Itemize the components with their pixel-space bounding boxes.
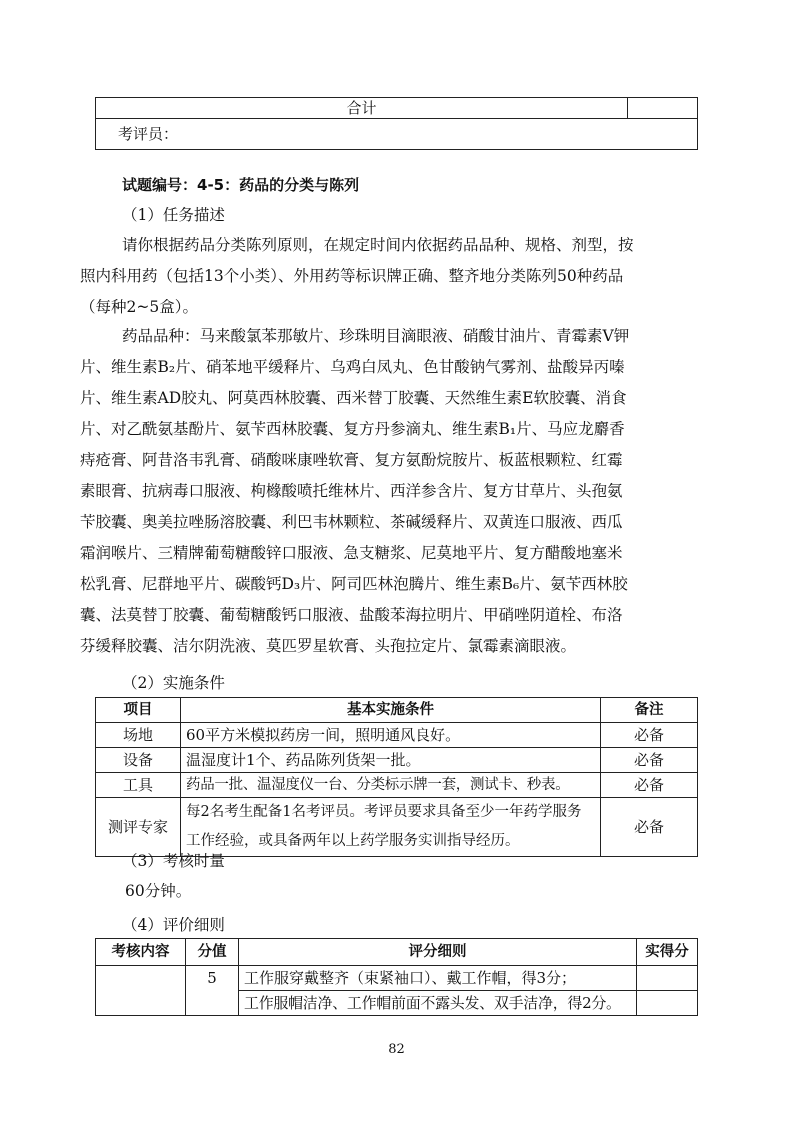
actual-score [637,991,698,1016]
scoring-table [95,938,698,1016]
table-row [96,966,698,991]
col-header: 分值 [186,939,239,966]
table-row [96,773,698,798]
conditions-table [95,697,698,857]
text-line: 请你根据药品分类陈列原则，在规定时间内依据药品品种、规格、剂型，按 [122,236,634,254]
section3-heading: （3）考核时量 [122,852,225,870]
text-line: （每种2~5盒）。 [80,298,198,316]
col-header: 实得分 [637,939,698,966]
actual-score [637,966,698,991]
page-number: 82 [388,1042,405,1057]
total-table [95,97,698,150]
table-row [96,798,698,857]
row-item: 工具 [96,773,181,798]
text-line: 松乳膏、尼群地平片、碳酸钙D₃片、阿司匹林泡腾片、维生素B₆片、氨苄西林胶 [80,575,628,593]
row-condition: 温湿度计1个、药品陈列货架一批。 [181,748,601,773]
time-limit: 60分钟。 [125,882,192,900]
text-line: 片、对乙酰氨基酚片、氨苄西林胶囊、复方丹参滴丸、维生素B₁片、马应龙麝香 [80,420,625,438]
row-condition: 每2名考生配备1名考评员。考评员要求具备至少一年药学服务工作经验，或具备两年以上药学服务实训指导经历。 [181,798,601,857]
text-line: 芬缓释胶囊、洁尔阴洗液、莫匹罗星软膏、头孢拉定片、氯霉素滴眼液。 [80,637,577,655]
text-line: 片、维生素B₂片、硝苯地平缓释片、乌鸡白凤丸、色甘酸钠气雾剂、盐酸异丙嗪 [80,358,625,376]
text-line: 素眼膏、抗病毒口服液、枸橼酸喷托维林片、西洋参含片、复方甘草片、头孢氨 [80,482,623,500]
section1-heading: （1）任务描述 [122,206,225,224]
total-label: 合计 [96,98,628,119]
score-value: 5 [186,966,239,1016]
text-line: 苄胶囊、奥美拉唑肠溶胶囊、利巴韦林颗粒、茶碱缓释片、双黄连口服液、西瓜 [80,513,623,531]
text-line: 药品品种：马来酸氯苯那敏片、珍珠明目滴眼液、硝酸甘油片、青霉素V钾 [122,327,630,345]
row-note: 必备 [601,798,698,857]
row-note: 必备 [601,723,698,748]
text-line: 霜润喉片、三精牌葡萄糖酸锌口服液、急支糖浆、尼莫地平片、复方醋酸地塞米 [80,544,623,562]
col-header: 基本实施条件 [181,698,601,723]
row-condition: 60平方米模拟药房一间，照明通风良好。 [181,723,601,748]
section2-heading: （2）实施条件 [122,674,225,692]
text-line: 痔疮膏、阿昔洛韦乳膏、硝酸咪康唑软膏、复方氨酚烷胺片、板蓝根颗粒、红霉 [80,451,623,469]
total-value [628,98,698,119]
col-header: 备注 [601,698,698,723]
col-header: 项目 [96,698,181,723]
task-title: 试题编号：4-5：药品的分类与陈列 [122,176,360,194]
row-item: 场地 [96,723,181,748]
table-row [96,748,698,773]
row-condition: 药品一批、温湿度仪一台、分类标示牌一套，测试卡、秒表。 [181,773,601,798]
content-cell [96,966,186,1016]
col-header: 考核内容 [96,939,186,966]
row-note: 必备 [601,773,698,798]
text-line: 囊、法莫替丁胶囊、葡萄糖酸钙口服液、盐酸苯海拉明片、甲硝唑阴道栓、布洛 [80,606,623,624]
row-note: 必备 [601,748,698,773]
row-item: 设备 [96,748,181,773]
col-header: 评分细则 [239,939,637,966]
rule-text: 工作服帽洁净、工作帽前面不露头发、双手洁净，得2分。 [239,991,637,1016]
row-item: 测评专家 [96,798,181,857]
rule-text: 工作服穿戴整齐（束紧袖口）、戴工作帽，得3分； [239,966,637,991]
text-line: 片、维生素AD胶丸、阿莫西林胶囊、西米替丁胶囊、天然维生素E软胶囊、消食 [80,389,627,407]
table-row [96,723,698,748]
text-line: 照内科用药（包括13个小类）、外用药等标识牌正确、整齐地分类陈列50种药品 [80,267,624,285]
examiner-label: 考评员： [96,119,698,150]
section4-heading: （4）评价细则 [122,916,225,934]
